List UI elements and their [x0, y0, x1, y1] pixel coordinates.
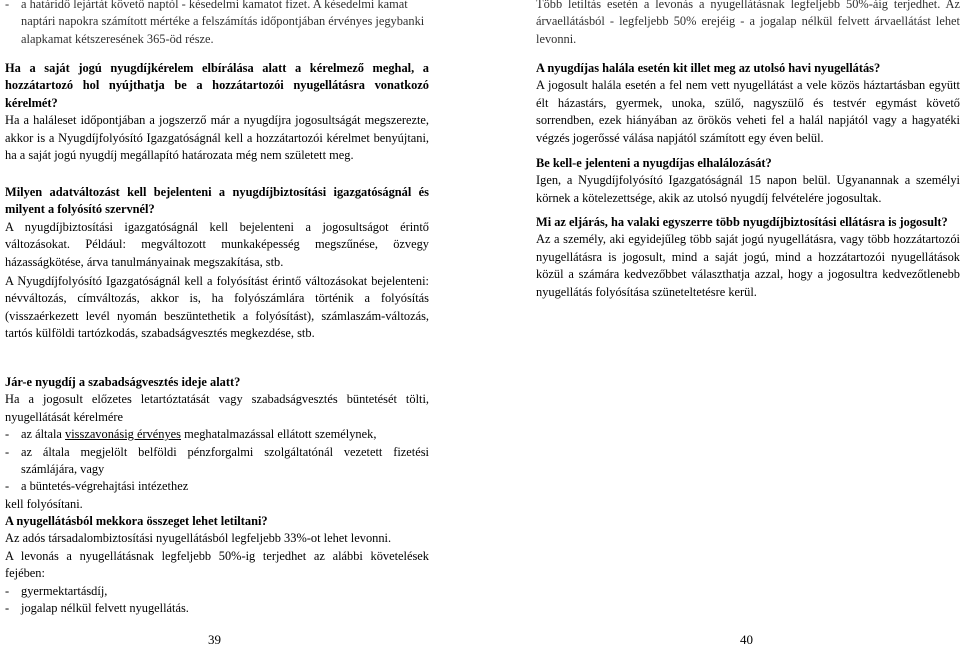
section-data-change: [5, 184, 429, 271]
list-item: [5, 583, 429, 600]
question-heading: Mi az eljárás, ha valaki egyszerre több nyugdíjbiztosítási ellátásra is jogosult?: [536, 215, 948, 229]
list-item-text: gyermektartásdíj,: [21, 583, 108, 598]
answer-paragraph: A Nyugdíjfolyósító Igazgatóságnál kell a folyósítást érintő változásokat bejelenteni: névváltozás, címváltozás, akkor is, ha folyószámlára történik a folyósítás (visszaérkezett levél nyomán beszüntethetik a folyósítást), számlaszám-változás, tartós külföldi tartózkodás, szabadságvesztés megkezdése, stb.: [5, 274, 429, 341]
answer-paragraph: Ha a haláleset időpontjában a jogszerző már a nyugdíjra jogosultságát megszerezte, akkor is a Nyugdíjfolyósító Igazgatóságnál kell a hozzátartozói kérelmet benyújtani, ha a saját jogú nyugdíj megállapító határozata még nem született meg.: [5, 113, 429, 163]
paragraph-text: A késedelmi kamat naptári napokra számított mértéke a felszámítás időpontjában érvényes jegybanki alapkamat kétszeresének 365-öd része.: [21, 0, 425, 46]
answer-paragraph: A nyugdíjbiztosítási igazgatóságnál kell bejelenteni a jogosultságot érintő változásokat. Például: megváltozott munkaképesség megszűnése, özvegy házasságkötése, árva tanulmányainak megszakítása, stb.: [5, 219, 429, 269]
list-dash: -: [5, 583, 10, 598]
list-item: [5, 478, 429, 495]
section-last-pension: [536, 60, 960, 147]
list-item-text: az általa megjelölt belföldi pénzforgalmi szolgáltatónál vezetett fizetési számlájára, vagy: [21, 444, 429, 477]
question-heading: A nyugdíjas halála esetén kit illet meg az utolsó havi nyugellátás?: [536, 61, 881, 75]
answer-paragraph: A jogosult halála esetén a fel nem vett nyugellátást a vele közös háztartásban együtt élt házastárs, gyermek, unoka, szülő, nagyszülő és testvér egymást követő sorrendben, ezek hiányában az örökös veheti fel a halál napjától vagy a hagyatéki végzés jogerőssé válása napjától számított egy éven belül.: [536, 78, 960, 145]
answer-paragraph: kell folyósítani.: [5, 496, 83, 511]
list-item: [5, 426, 429, 443]
section-imprisonment: [5, 374, 429, 513]
section-death-report: [536, 155, 960, 207]
underlined-text: visszavonásig érvényes: [65, 427, 181, 442]
list-item-text: meghatalmazással ellátott személynek,: [181, 427, 377, 442]
section-garnishment: [5, 513, 429, 617]
section-heir-claim: [5, 60, 429, 164]
list-dash: -: [5, 601, 10, 616]
top-continuation: [536, 0, 960, 48]
top-continuation: [5, 0, 429, 48]
question-heading: Milyen adatváltozást kell bejelenteni a nyugdíjbiztosítási igazgatóságnál és milyent a folyósító szervnél?: [5, 185, 429, 217]
right-page: [536, 0, 960, 650]
answer-paragraph: Az adós társadalombiztosítási nyugellátásból legfeljebb 33%-ot lehet levonni.: [5, 531, 392, 546]
question-heading: Be kell-e jelenteni a nyugdíjas elhalálozását?: [536, 156, 772, 170]
page-number: 39: [208, 632, 221, 647]
list-item: [5, 600, 429, 617]
question-heading: Jár-e nyugdíj a szabadságvesztés ideje alatt?: [5, 375, 241, 389]
section-data-change-folyosito: [5, 273, 429, 343]
list-item-text: a határidő lejártát követő naptól - késedelmi kamatot fizet.: [21, 0, 311, 11]
answer-paragraph: Az a személy, aki egyidejűleg több saját jogú nyugellátásra, vagy több hozzátartozói nyugellátásra is jogosult, mind a saját jogú, mind a hozzátartozói nyugellátások közül a számára kedvezőbbet választhatja azzal, hogy a jogosultra kedvezőtlenebb nyugellátás folyósítása szüneteltetésre kerül.: [536, 232, 960, 299]
answer-paragraph: Igen, a Nyugdíjfolyósító Igazgatóságnál 15 napon belül. Ugyanannak a személyi körnek a kötelezettsége, akik az utolsó nyugdíj felvételére jogosultak.: [536, 173, 960, 205]
left-page: [5, 0, 429, 650]
list-item-text: a büntetés-végrehajtási intézethez: [21, 479, 189, 494]
question-heading: A nyugellátásból mekkora összeget lehet letiltani?: [5, 514, 268, 528]
list-dash: -: [5, 0, 10, 11]
list-dash: -: [5, 479, 10, 494]
list-dash: -: [5, 444, 10, 459]
answer-paragraph: Ha a jogosult előzetes letartóztatását vagy szabadságvesztés büntetését tölti, nyugellátását kérelmére: [5, 392, 429, 424]
paragraph-text: Több letiltás esetén a levonás a nyugellátásnak legfeljebb 50%-áig terjedhet. Az árvaellátásból - legfeljebb 50% erejéig - a jogalap nélkül felvett árvaellátást lehet levonni.: [536, 0, 960, 46]
list-item-text: jogalap nélkül felvett nyugellátás.: [21, 601, 189, 616]
question-heading: Ha a saját jogú nyugdíjkérelem elbírálása alatt a kérelmező meghal, a hozzátartozó hol nyújthatja be a hozzátartozói nyugellátásra vonatkozó kérelmét?: [5, 61, 429, 110]
list-item: [5, 444, 429, 479]
list-item-text: az általa: [21, 427, 66, 442]
answer-paragraph: A levonás a nyugellátásnak legfeljebb 50%-ig terjedhet az alábbi követelések fejében:: [5, 548, 429, 581]
page-number: 40: [740, 632, 753, 647]
section-multiple-benefits: [536, 214, 960, 301]
list-dash: -: [5, 427, 10, 442]
